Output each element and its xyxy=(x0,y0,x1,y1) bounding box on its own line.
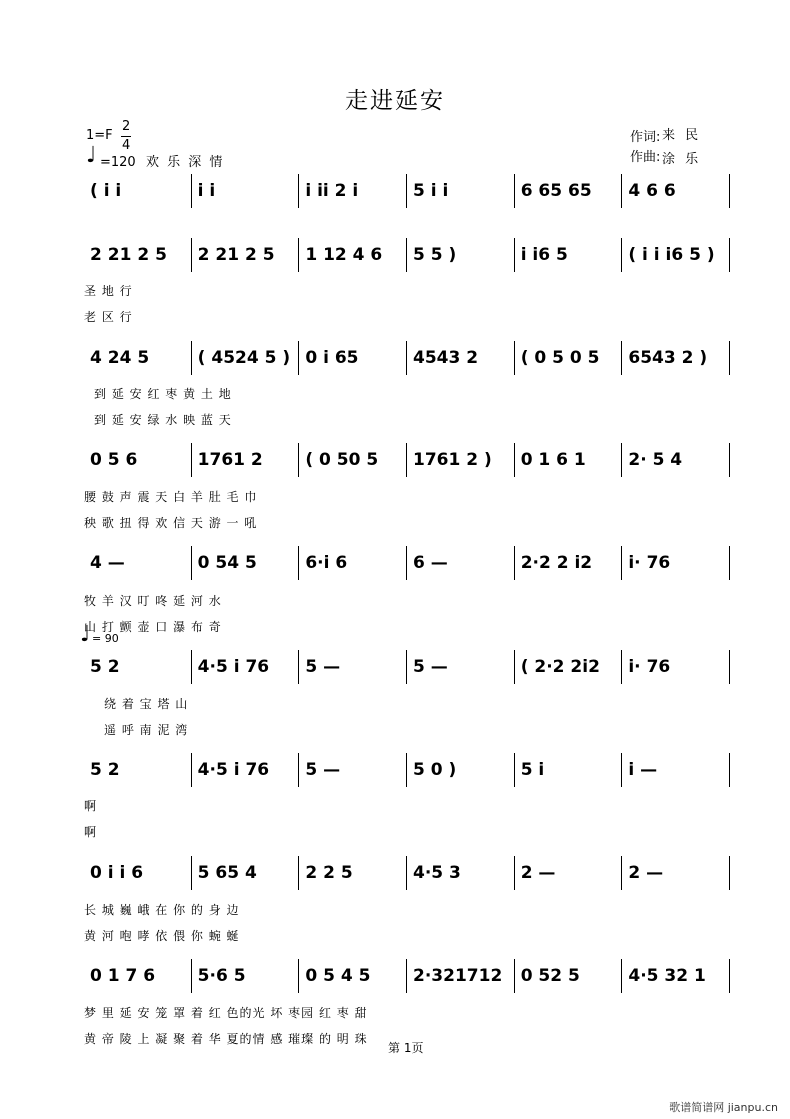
measure-notes: 2 21 2 5 xyxy=(90,245,167,265)
measure xyxy=(192,343,299,373)
measure-notes: 5 i i xyxy=(413,181,449,201)
lyric-line: 到 延 安 绿 水 映 蓝 天 xyxy=(94,413,232,427)
measure-notes: 6543 2 ) xyxy=(628,348,708,368)
barline xyxy=(729,753,730,787)
lyric-line: 绕 着 宝 塔 山 xyxy=(104,697,189,711)
measure xyxy=(192,961,299,991)
measure-notes: 5 5 ) xyxy=(413,245,457,265)
measure xyxy=(192,548,299,578)
measure-notes: i i6 5 xyxy=(520,245,568,265)
measure-notes: 4·5 32 1 xyxy=(628,966,706,986)
measure xyxy=(84,755,191,785)
measure-notes: 4·5 i 76 xyxy=(197,760,270,780)
staff-system xyxy=(84,858,730,888)
meter-bottom: 4 xyxy=(122,138,131,153)
measure-notes: 5 2 xyxy=(90,760,120,780)
quarter-note-icon: ♩ xyxy=(86,143,97,168)
staff-system xyxy=(84,652,730,682)
measure xyxy=(407,445,514,475)
measure-notes: i ii 2 i xyxy=(305,181,359,201)
measure xyxy=(622,343,729,373)
measure xyxy=(299,858,406,888)
measure-notes: 0 1 7 6 xyxy=(90,966,156,986)
measure-notes: 6 65 65 xyxy=(520,181,592,201)
measure xyxy=(192,445,299,475)
key-signature: 1=F xyxy=(86,128,113,143)
measure xyxy=(407,961,514,991)
measure xyxy=(299,240,406,270)
lyric-line: 秧 歌 扭 得 欢 信 天 游 一 吼 xyxy=(84,516,258,530)
lyric-line: 啊 xyxy=(84,825,98,839)
lyric-line: 梦 里 延 安 笼 罩 着 红 色的光 坏 枣园 红 枣 甜 xyxy=(84,1006,368,1020)
song-title: 走进延安 xyxy=(345,88,445,114)
measure xyxy=(515,858,622,888)
measure xyxy=(407,240,514,270)
measure-notes: 4·5 i 76 xyxy=(197,657,270,677)
barline xyxy=(729,341,730,375)
measure-notes: 5 2 xyxy=(90,657,120,677)
measure-notes: 4543 2 xyxy=(413,348,479,368)
staff-system xyxy=(84,755,730,785)
tempo-first: =120 xyxy=(100,155,136,170)
measure-notes: 5 65 4 xyxy=(197,863,257,883)
measure-notes: 6 — xyxy=(413,553,448,573)
measure-notes: 0 52 5 xyxy=(520,966,580,986)
lyric-line: 黄 河 咆 哮 依 偎 你 蜿 蜒 xyxy=(84,929,240,943)
lyric-line: 腰 鼓 声 震 天 白 羊 肚 毛 巾 xyxy=(84,490,258,504)
measure xyxy=(84,858,191,888)
staff-system xyxy=(84,548,730,578)
staff-system xyxy=(84,343,730,373)
measure-notes: i· 76 xyxy=(628,553,671,573)
measure xyxy=(192,240,299,270)
measure-notes: 5·6 5 xyxy=(197,966,246,986)
measure xyxy=(407,176,514,206)
measure xyxy=(299,652,406,682)
barline xyxy=(729,174,730,208)
measure xyxy=(84,445,191,475)
measure-notes: 0 54 5 xyxy=(197,553,257,573)
measure-notes: 5 — xyxy=(413,657,448,677)
composer-name: 涂 乐 xyxy=(662,152,702,167)
barline xyxy=(729,443,730,477)
measure-notes: 4·5 3 xyxy=(413,863,461,883)
quarter-note-icon: ♩ xyxy=(80,622,91,647)
measure-notes: ( 4524 5 ) xyxy=(197,348,291,368)
measure xyxy=(84,176,191,206)
measure xyxy=(622,445,729,475)
measure-notes: 2 — xyxy=(628,863,664,883)
measure-notes: 2·321712 xyxy=(413,966,503,986)
measure xyxy=(622,176,729,206)
measure xyxy=(407,755,514,785)
measure-notes: ( 2·2 2i2 xyxy=(520,657,600,677)
lyric-line: 圣 地 行 xyxy=(84,284,133,298)
measure xyxy=(622,548,729,578)
measure xyxy=(407,652,514,682)
measure-notes: i — xyxy=(628,760,658,780)
measure xyxy=(515,755,622,785)
lyric-line: 牧 羊 汉 叮 咚 延 河 水 xyxy=(84,594,222,608)
measure xyxy=(515,240,622,270)
lyric-line: 遥 呼 南 泥 湾 xyxy=(104,723,189,737)
measure xyxy=(192,176,299,206)
measure xyxy=(515,652,622,682)
measure-notes: 1 12 4 6 xyxy=(305,245,383,265)
measure-notes: 4 — xyxy=(90,553,125,573)
measure xyxy=(192,755,299,785)
measure xyxy=(84,652,191,682)
measure xyxy=(299,445,406,475)
tempo-second: = 90 xyxy=(92,632,119,645)
barline xyxy=(729,856,730,890)
measure-notes: ( 0 50 5 xyxy=(305,450,379,470)
measure-notes: ( i i i6 5 ) xyxy=(628,245,715,265)
lyric-line: 老 区 行 xyxy=(84,310,133,324)
measure xyxy=(515,548,622,578)
measure-notes: 2 — xyxy=(520,863,556,883)
measure xyxy=(84,343,191,373)
measure-notes: 5 i xyxy=(520,760,545,780)
measure xyxy=(407,548,514,578)
measure-notes: 2 2 5 xyxy=(305,863,353,883)
measure xyxy=(622,755,729,785)
measure-notes: i· 76 xyxy=(628,657,671,677)
lyric-line: 到 延 安 红 枣 黄 土 地 xyxy=(94,387,232,401)
measure xyxy=(299,961,406,991)
measure-notes: ( 0 5 0 5 xyxy=(520,348,600,368)
staff-system xyxy=(84,445,730,475)
staff-system xyxy=(84,176,730,206)
measure xyxy=(515,445,622,475)
measure-notes: 6·i 6 xyxy=(305,553,348,573)
staff-system xyxy=(84,961,730,991)
measure xyxy=(192,652,299,682)
measure-notes: 5 — xyxy=(305,760,341,780)
lyric-line: 山 打 颤 壶 口 瀑 布 奇 xyxy=(84,620,222,634)
measure-notes: 5 0 ) xyxy=(413,760,457,780)
measure xyxy=(299,755,406,785)
lyricist-label: 作词: xyxy=(630,130,661,145)
measure xyxy=(515,961,622,991)
measure-notes: 0 i 65 xyxy=(305,348,359,368)
measure-notes: ( i i xyxy=(90,181,122,201)
lyricist-name: 来 民 xyxy=(662,128,702,143)
page-number: 第 1页 xyxy=(388,1041,424,1055)
measure xyxy=(299,176,406,206)
measure-notes: 2·2 2 i2 xyxy=(520,553,593,573)
measure-notes: 1761 2 ) xyxy=(413,450,492,470)
measure-notes: 1761 2 xyxy=(197,450,263,470)
site-watermark: 歌谱简谱网 jianpu.cn xyxy=(669,1101,778,1114)
measure xyxy=(622,858,729,888)
expression-mark: 欢 乐 深 情 xyxy=(146,155,225,170)
composer-label: 作曲: xyxy=(630,150,661,165)
measure xyxy=(407,858,514,888)
measure-notes: 2 21 2 5 xyxy=(197,245,275,265)
measure-notes: 4 6 6 xyxy=(628,181,676,201)
staff-system xyxy=(84,240,730,270)
lyric-line: 啊 xyxy=(84,799,98,813)
meter-top: 2 xyxy=(122,119,131,134)
measure xyxy=(84,548,191,578)
measure-notes: 2· 5 4 xyxy=(628,450,683,470)
measure xyxy=(299,343,406,373)
measure xyxy=(515,176,622,206)
measure xyxy=(622,652,729,682)
measure-notes: 0 5 6 xyxy=(90,450,138,470)
meter-divider xyxy=(121,136,131,137)
lyric-line: 黄 帝 陵 上 凝 聚 着 华 夏的情 感 璀璨 的 明 珠 xyxy=(84,1032,368,1046)
measure xyxy=(515,343,622,373)
measure xyxy=(84,961,191,991)
barline xyxy=(729,546,730,580)
measure xyxy=(407,343,514,373)
measure-notes: 0 i i 6 xyxy=(90,863,144,883)
measure xyxy=(622,961,729,991)
measure-notes: 5 — xyxy=(305,657,341,677)
barline xyxy=(729,959,730,993)
measure xyxy=(192,858,299,888)
measure-notes: 4 24 5 xyxy=(90,348,150,368)
barline xyxy=(729,238,730,272)
lyric-line: 长 城 巍 峨 在 你 的 身 边 xyxy=(84,903,240,917)
measure xyxy=(622,240,729,270)
measure xyxy=(299,548,406,578)
barline xyxy=(729,650,730,684)
measure-notes: 0 1 6 1 xyxy=(520,450,586,470)
measure-notes: i i xyxy=(197,181,216,201)
measure xyxy=(84,240,191,270)
measure-notes: 0 5 4 5 xyxy=(305,966,371,986)
